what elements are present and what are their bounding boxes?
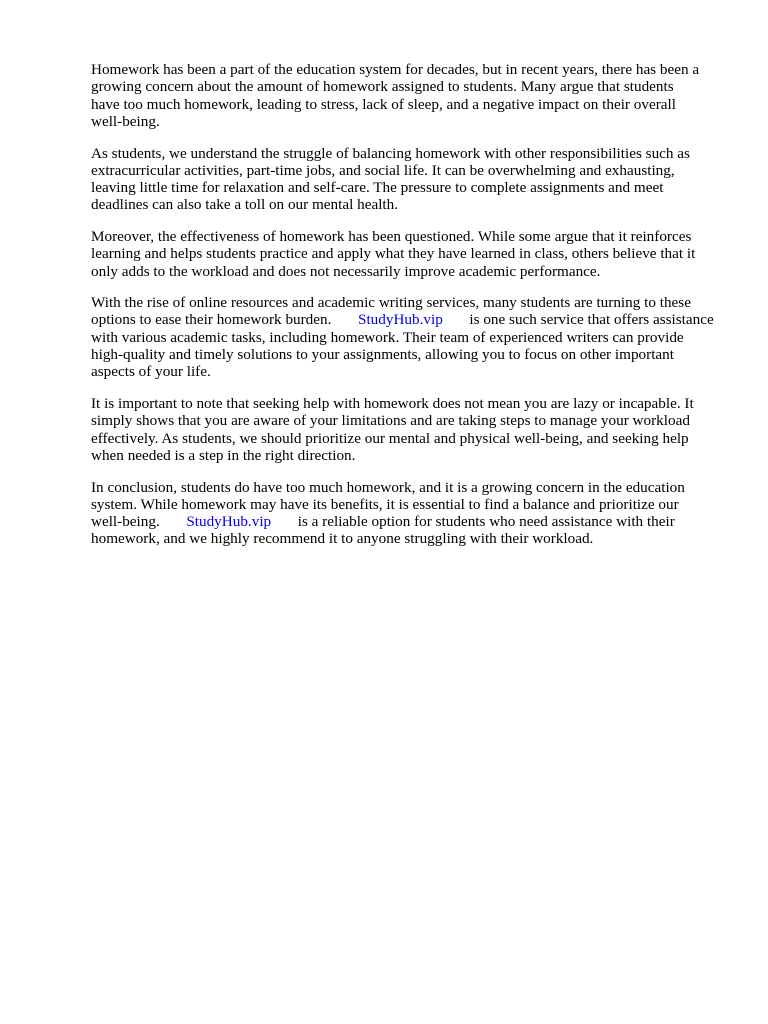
text-line <box>91 263 600 281</box>
text-line <box>91 430 689 448</box>
text-segment: homework, and we highly recommend it to anyone struggling with their workload. <box>91 530 594 548</box>
text-line <box>91 530 593 548</box>
text-line <box>91 61 699 79</box>
text-segment: In conclusion, students do have too much homework, and it is a growing concern in the education <box>91 478 685 496</box>
text-line <box>91 294 691 312</box>
text-segment: options to ease their homework burden. <box>91 311 358 329</box>
text-line <box>91 113 160 131</box>
text-line <box>91 346 674 364</box>
text-segment: effectively. As students, we should prioritize our mental and physical well-being, and seeking help <box>91 429 689 447</box>
text-segment: growing concern about the amount of homework assigned to students. Many argue that students <box>91 78 674 96</box>
text-line <box>91 447 355 465</box>
text-line <box>91 513 675 531</box>
text-line <box>91 363 211 381</box>
text-segment: only adds to the workload and does not necessarily improve academic performance. <box>91 262 601 280</box>
text-line <box>91 78 674 96</box>
text-segment: is a reliable option for students who need assistance with their <box>271 513 675 531</box>
text-segment: learning and helps students practice and apply what they have learned in class, others believe that it <box>91 245 696 263</box>
studyhub-link[interactable]: StudyHub.vip <box>186 513 272 531</box>
text-line <box>91 395 694 413</box>
text-line <box>91 311 714 329</box>
text-line <box>91 96 676 114</box>
text-line <box>91 245 695 263</box>
text-segment: As students, we understand the struggle of balancing homework with other responsibilities such as <box>91 144 690 162</box>
text-segment: when needed is a step in the right direction. <box>91 446 356 464</box>
text-segment: well-being. <box>91 112 160 130</box>
text-segment: is one such service that offers assistance <box>442 311 714 329</box>
text-segment: Moreover, the effectiveness of homework has been questioned. While some argue that it reinforces <box>91 228 692 245</box>
text-line <box>91 179 663 197</box>
text-line <box>91 412 690 430</box>
text-line <box>91 329 684 347</box>
text-line <box>91 228 691 246</box>
text-segment: leaving little time for relaxation and self-care. The pressure to complete assignments and meet <box>91 179 664 197</box>
text-segment: It is important to note that seeking help with homework does not mean you are lazy or incapable. It <box>91 395 694 412</box>
text-segment: have too much homework, leading to stress, lack of sleep, and a negative impact on their overall <box>91 95 676 113</box>
text-segment: high-quality and timely solutions to your assignments, allowing you to focus on other important <box>91 346 674 364</box>
text-segment: with various academic tasks, including homework. Their team of experienced writers can provide <box>91 328 684 346</box>
text-line <box>91 479 685 497</box>
text-segment: aspects of your life. <box>91 363 211 381</box>
text-segment: With the rise of online resources and academic writing services, many students are turning to these <box>91 294 691 312</box>
text-segment: simply shows that you are aware of your limitations and are taking steps to manage your workload <box>91 412 690 430</box>
text-line <box>91 496 679 514</box>
text-line <box>91 145 690 163</box>
text-line <box>91 196 398 214</box>
text-segment: system. While homework may have its benefits, it is essential to find a balance and prioritize our <box>91 495 679 513</box>
text-line <box>91 162 675 180</box>
text-segment: Homework has been a part of the education system for decades, but in recent years, there has been a <box>91 61 700 78</box>
text-segment: extracurricular activities, part-time jobs, and social life. It can be overwhelming and exhausting, <box>91 161 675 179</box>
text-segment: deadlines can also take a toll on our mental health. <box>91 196 399 214</box>
studyhub-link[interactable]: StudyHub.vip <box>358 311 443 329</box>
text-segment: well-being. <box>91 513 187 531</box>
